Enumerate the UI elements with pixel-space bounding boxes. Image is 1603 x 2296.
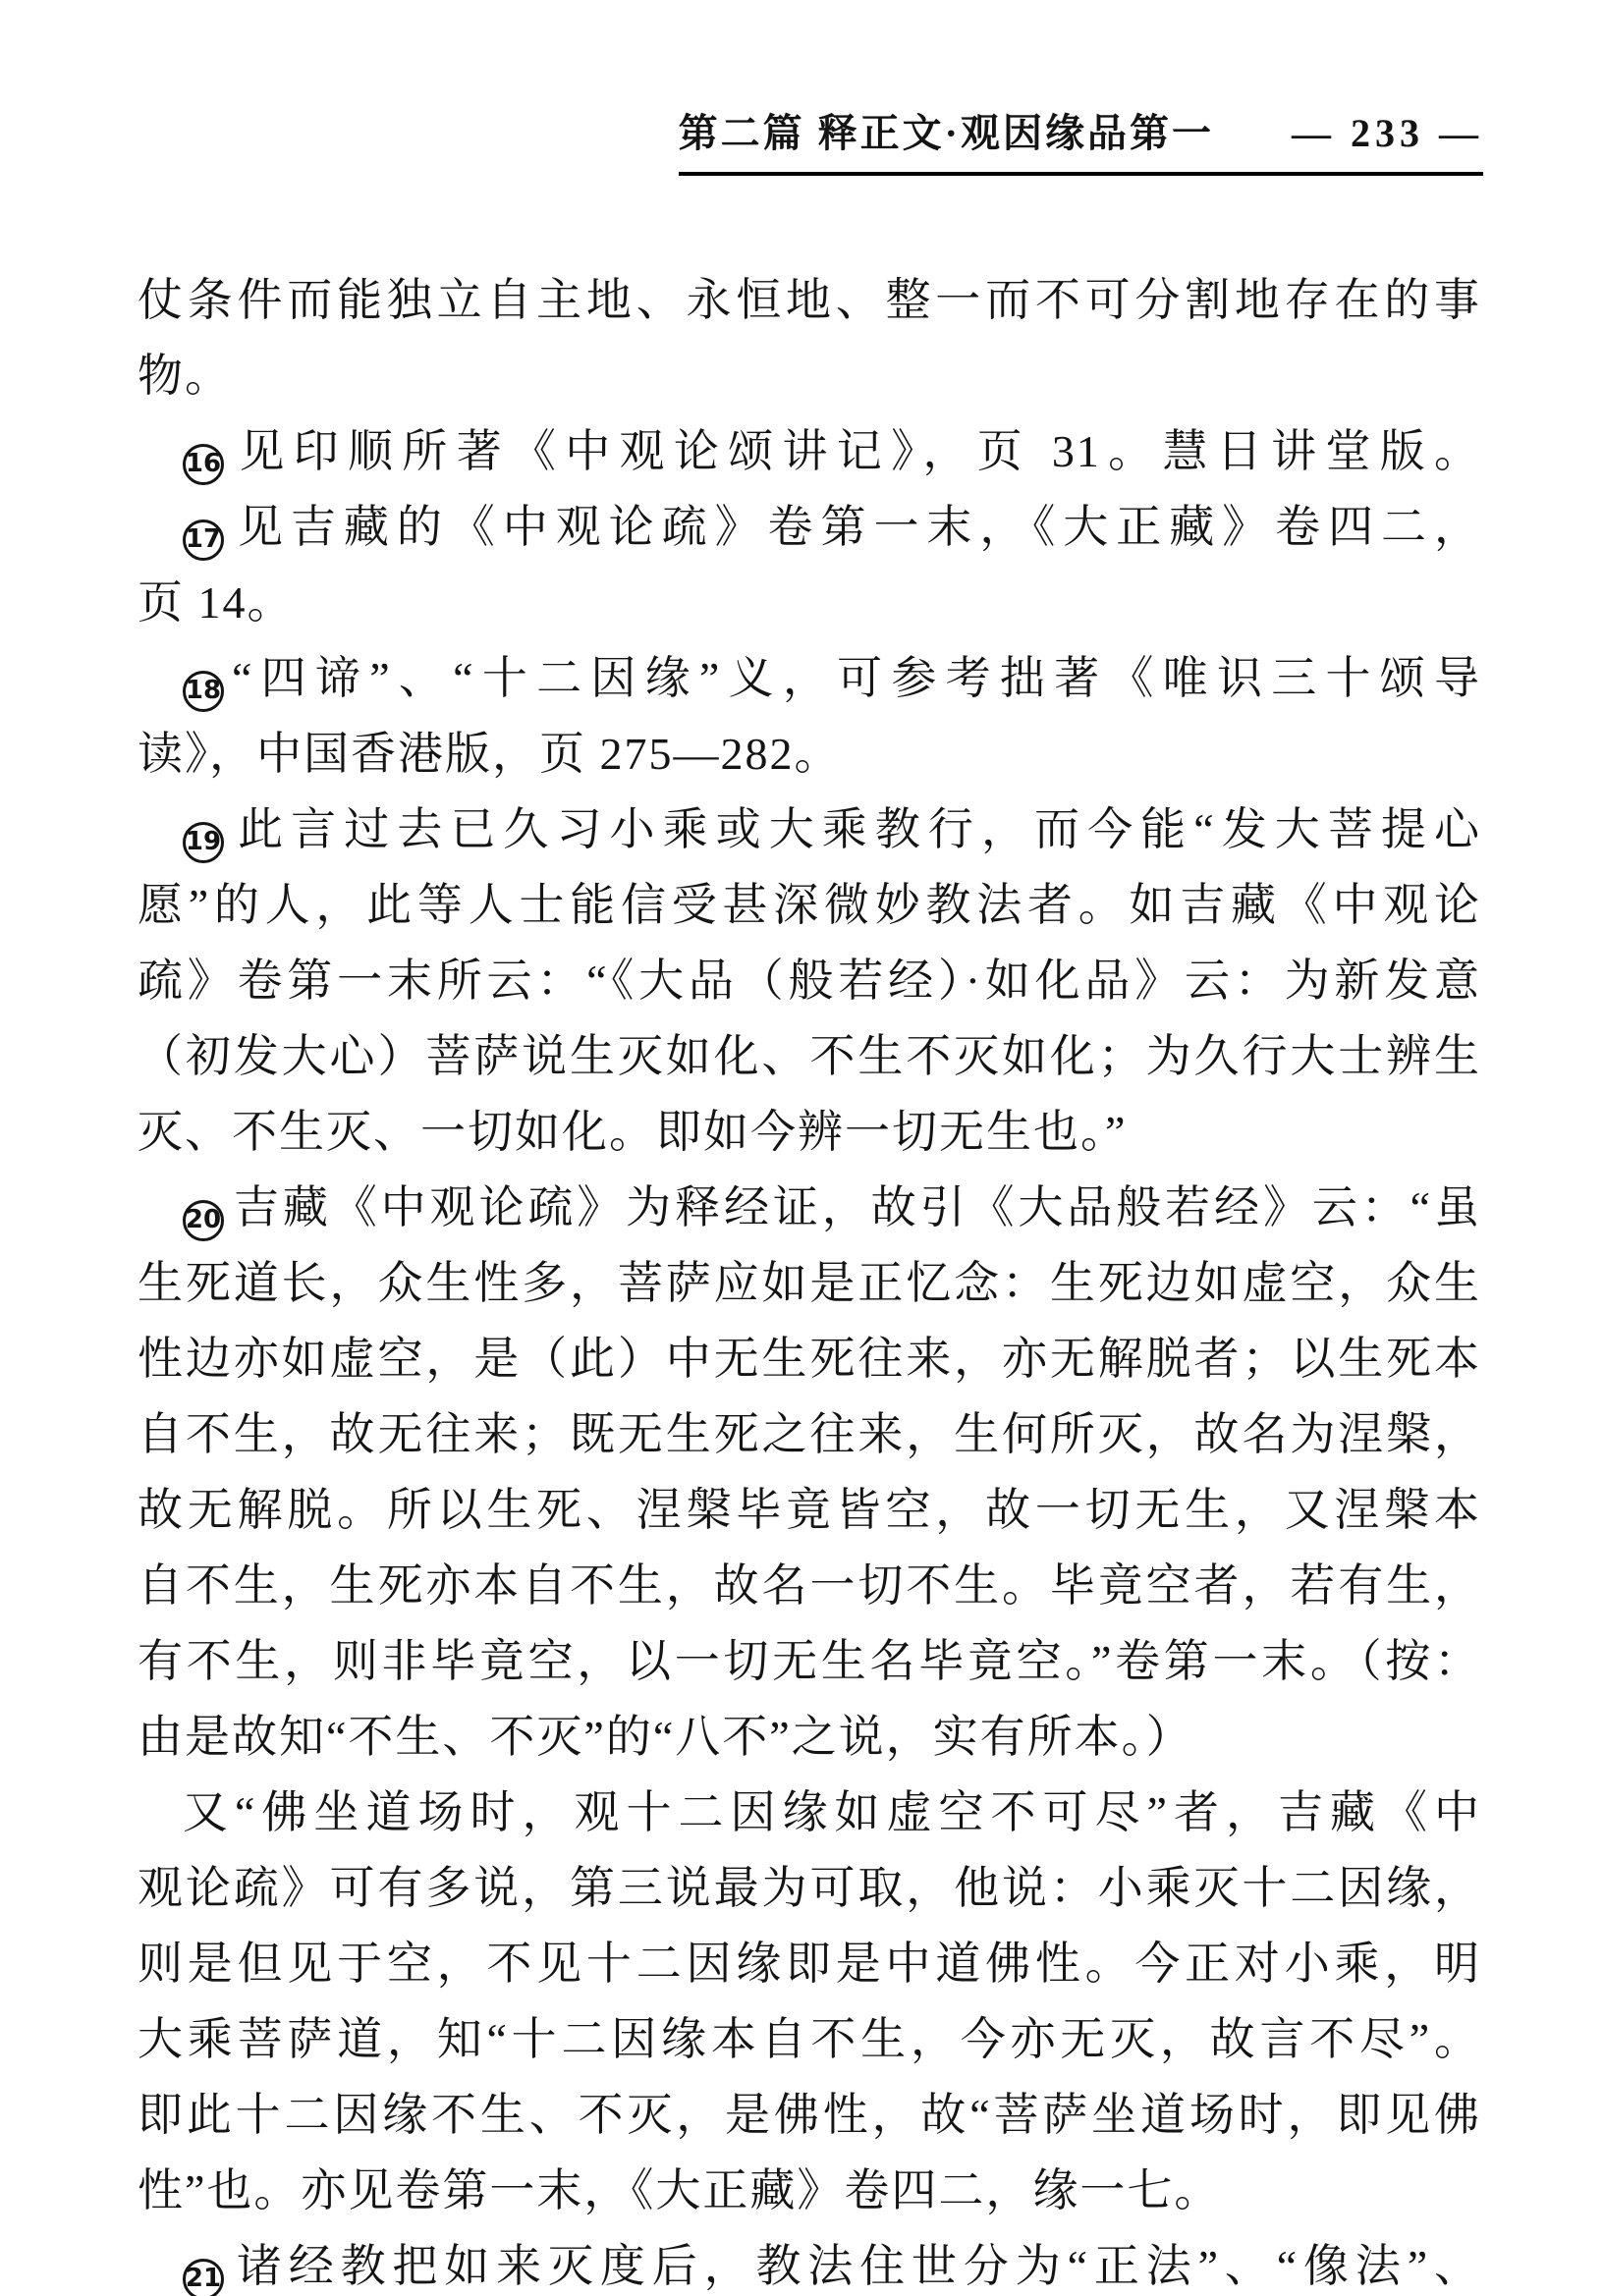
line-text: 自不生，生死亦本自不生，故名一切不生。毕竟空者，若有生， (138, 1560, 1481, 1611)
text-line (138, 1094, 1481, 1170)
text-line (138, 1472, 1481, 1548)
footnote-marker-21: 21 (183, 2259, 224, 2296)
text-line (138, 1396, 1481, 1472)
text-block (138, 262, 1481, 2296)
line-text: 性边亦如虚空，是（此）中无生死往来，亦无解脱者；以生死本 (138, 1334, 1481, 1384)
text-line (138, 262, 1481, 338)
footnote-marker-19: 19 (183, 822, 224, 863)
text-line (138, 1548, 1481, 1623)
line-text: 读》，中国香港版，页 275—282。 (138, 729, 842, 779)
text-line (138, 943, 1481, 1018)
text-line (138, 2153, 1481, 2228)
line-text: “四谛”、“十二因缘”义，可参考拙著《唯识三十颂导 (232, 653, 1481, 703)
line-text: 即此十二因缘不生、不灭，是佛性，故“菩萨坐道场时，即见佛 (138, 2090, 1481, 2140)
page-header (0, 0, 1603, 176)
line-text: 生死道长，众生性多，菩萨应如是正忆念：生死边如虚空，众生 (138, 1258, 1481, 1308)
line-text: 自不生，故无往来；既无生死之往来，生何所灭，故名为涅槃， (138, 1409, 1481, 1459)
page-number: — 233 — (1292, 111, 1483, 155)
line-text: 此言过去已久习小乘或大乘教行，而今能“发大菩提心 (232, 804, 1481, 854)
text-line (138, 1775, 1481, 1850)
text-line (138, 413, 1481, 489)
line-text: 吉藏《中观论疏》为释经证，故引《大品般若经》云：“虽 (232, 1182, 1481, 1232)
line-text: 大乘菩萨道，知“十二因缘本自不生，今亦无灭，故言不尽”。 (138, 2014, 1481, 2064)
text-line (138, 716, 1481, 792)
line-text: 有不生，则非毕竟空，以一切无生名毕竟空。”卷第一末。（按： (138, 1636, 1481, 1686)
footnote-marker-16: 16 (183, 444, 224, 485)
line-text: 物。 (138, 351, 232, 401)
footnote-marker-20: 20 (183, 1200, 224, 1241)
footnote-marker-17: 17 (183, 519, 224, 561)
line-text: 愿”的人，此等人士能信受甚深微妙教法者。如吉藏《中观论 (138, 880, 1481, 930)
text-line (138, 1018, 1481, 1094)
chapter-title: 第二篇 释正文·观因缘品第一 (678, 111, 1214, 155)
text-line (138, 1926, 1481, 2001)
line-text: 页 14。 (138, 577, 295, 628)
line-text: 仗条件而能独立自主地、永恒地、整一而不可分割地存在的事 (138, 275, 1481, 325)
text-line (138, 1170, 1481, 1245)
line-text: （初发大心）菩萨说生灭如化、不生不灭如化；为久行大士辨生 (138, 1031, 1481, 1081)
text-line (138, 2001, 1481, 2077)
line-text: 疏》卷第一末所云：“《大品（般若经）·如化品》云：为新发意 (138, 956, 1481, 1006)
text-line (138, 1321, 1481, 1396)
text-line (138, 489, 1481, 565)
text-line (138, 565, 1481, 640)
line-text: 又“佛坐道场时，观十二因缘如虚空不可尽”者，吉藏《中 (183, 1787, 1481, 1837)
running-head (679, 102, 1483, 176)
text-line (138, 1623, 1481, 1699)
line-text: 由是故知“不生、不灭”的“八不”之说，实有所本。） (138, 1712, 1193, 1762)
text-line (138, 867, 1481, 943)
footnote-marker-18: 18 (183, 671, 224, 712)
text-line (138, 338, 1481, 413)
line-text: 性”也。亦见卷第一末，《大正藏》卷四二，缘一七。 (138, 2165, 1222, 2215)
line-text: 则是但见于空，不见十二因缘即是中道佛性。今正对小乘，明 (138, 1939, 1481, 1989)
text-line (138, 1245, 1481, 1321)
text-line (138, 792, 1481, 867)
line-text: 见吉藏的《中观论疏》卷第一末，《大正藏》卷四二， (232, 502, 1481, 552)
text-line (138, 2077, 1481, 2153)
line-text: 见印顺所著《中观论颂讲记》，页 31。慧日讲堂版。 (232, 426, 1481, 476)
text-line (138, 1699, 1481, 1775)
line-text: 观论疏》可有多说，第三说最为可取，他说：小乘灭十二因缘， (138, 1863, 1481, 1913)
line-text: 灭、不生灭、一切如化。即如今辨一切无生也。” (138, 1107, 1128, 1157)
line-text: 故无解脱。所以生死、涅槃毕竟皆空，故一切无生，又涅槃本 (138, 1485, 1481, 1535)
text-line (138, 1850, 1481, 1926)
line-text: 诸经教把如来灭度后，教法住世分为“正法”、“像法”、 (232, 2241, 1481, 2291)
text-line (138, 2228, 1481, 2296)
text-line (138, 640, 1481, 716)
